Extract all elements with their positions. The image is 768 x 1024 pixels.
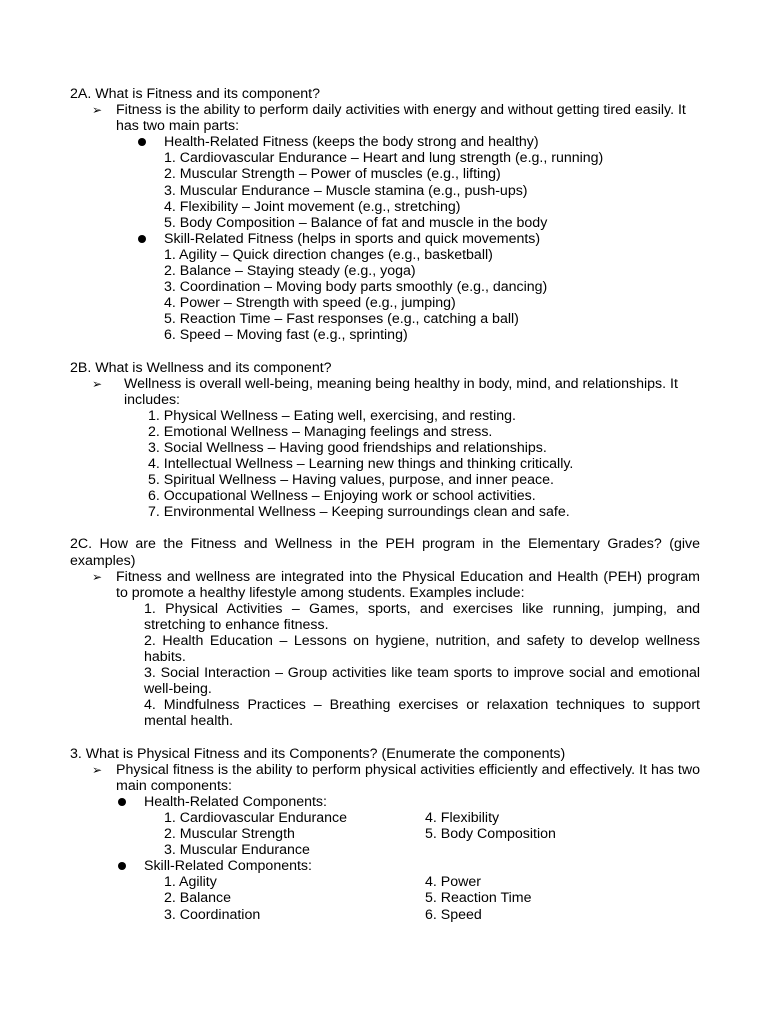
list-item: 5. Body Composition <box>425 826 556 843</box>
list-item: 2. Balance – Staying steady (e.g., yoga) <box>164 263 416 280</box>
arrow-bullet-icon: ➢ <box>92 103 103 118</box>
list-item: 7. Environmental Wellness – Keeping surroundings clean and safe. <box>148 504 570 521</box>
intro-2b: Wellness is overall well-being, meaning being healthy in body, mind, and relationships. It includes: <box>124 375 678 408</box>
list-item: 4. Flexibility – Joint movement (e.g., stretching) <box>164 198 461 215</box>
bullet-icon <box>116 858 144 874</box>
list-item: 1. Cardiovascular Endurance <box>164 809 347 826</box>
bullet-label: Health-Related Fitness (keeps the body strong and healthy) <box>164 134 539 151</box>
list-item: 3. Muscular Endurance <box>164 842 310 859</box>
list-item: 4. Mindfulness Practices – Breathing exercises or relaxation techniques to support mental health. <box>144 697 700 730</box>
bullet-item-skill-fitness <box>136 231 700 247</box>
intro-3: Physical fitness is the ability to perform physical activities efficiently and effectively. It has two main components: <box>116 761 700 794</box>
arrow-item-2a <box>92 102 700 343</box>
list-item: 4. Power – Strength with speed (e.g., jumping) <box>164 295 456 312</box>
list-item: 2. Health Education – Lessons on hygiene, nutrition, and safety to develop wellness habits. <box>144 633 700 666</box>
list-item: 2. Emotional Wellness – Managing feelings and stress. <box>148 423 493 440</box>
skill-components-grid <box>144 874 700 922</box>
list-item: 1. Physical Activities – Games, sports, and exercises like running, jumping, and stretching to enhance fitness. <box>144 600 700 633</box>
health-components-grid <box>144 810 700 858</box>
list-item: 4. Power <box>425 874 481 891</box>
list-item: 1. Agility <box>164 874 217 891</box>
list-item: 1. Agility – Quick direction changes (e.g., basketball) <box>164 246 493 263</box>
arrow-bullet-icon: ➢ <box>92 569 103 584</box>
list-item: 3. Coordination – Moving body parts smoothly (e.g., dancing) <box>164 279 548 296</box>
list-item: 6. Occupational Wellness – Enjoying work or school activities. <box>148 488 536 505</box>
list-item: 2. Balance <box>164 890 232 907</box>
bullet-item-skill-components <box>116 858 700 874</box>
arrow-item-2b <box>92 376 700 521</box>
bullet-item-health-fitness <box>136 134 700 150</box>
list-item: 3. Social Wellness – Having good friendships and relationships. <box>148 439 547 456</box>
bullet-icon <box>116 794 144 810</box>
bullet-label: Skill-Related Components: <box>144 858 312 875</box>
heading-2a: 2A. What is Fitness and its component? <box>70 86 320 102</box>
list-item: 6. Speed – Moving fast (e.g., sprinting) <box>164 327 408 344</box>
list-item: 1. Physical Wellness – Eating well, exercising, and resting. <box>148 407 517 424</box>
list-item: 4. Intellectual Wellness – Learning new things and thinking critically. <box>148 456 574 473</box>
intro-2a: Fitness is the ability to perform daily activities with energy and without getting tired easily. It has two main parts: <box>116 102 686 135</box>
bullet-item-health-components <box>116 794 700 810</box>
list-item: 6. Speed <box>425 906 482 923</box>
document-page <box>0 86 768 923</box>
arrow-bullet-icon: ➢ <box>92 376 103 391</box>
list-item: 3. Muscular Endurance – Muscle stamina (e.g., push-ups) <box>164 182 528 199</box>
list-item: 1. Cardiovascular Endurance – Heart and lung strength (e.g., running) <box>164 150 604 167</box>
list-item: 5. Body Composition – Balance of fat and muscle in the body <box>164 214 548 231</box>
arrow-item-2c <box>92 569 700 730</box>
list-item: 2. Muscular Strength <box>164 826 295 843</box>
list-item: 3. Social Interaction – Group activities like team sports to improve social and emotional well-being. <box>144 665 700 698</box>
list-item: 5. Spiritual Wellness – Having values, purpose, and inner peace. <box>148 472 554 489</box>
list-item: 5. Reaction Time – Fast responses (e.g., catching a ball) <box>164 311 519 328</box>
arrow-item-3 <box>92 762 700 923</box>
heading-2b: 2B. What is Wellness and its component? <box>70 359 332 376</box>
list-item: 3. Coordination <box>164 906 261 923</box>
list-item: 5. Reaction Time <box>425 890 532 907</box>
heading-2c: 2C. How are the Fitness and Wellness in the PEH program in the Elementary Grades? (give examples) <box>70 536 700 569</box>
bullet-icon <box>136 134 164 150</box>
bullet-icon <box>136 231 164 247</box>
list-item: 2. Muscular Strength – Power of muscles (e.g., lifting) <box>164 166 501 183</box>
intro-2c: Fitness and wellness are integrated into the Physical Education and Health (PEH) program to promote a healthy lifestyle among students. Examples include: <box>116 568 700 601</box>
bullet-label: Skill-Related Fitness (helps in sports and quick movements) <box>164 230 541 247</box>
bullet-label: Health-Related Components: <box>144 793 327 810</box>
arrow-bullet-icon: ➢ <box>92 762 103 777</box>
heading-3: 3. What is Physical Fitness and its Components? (Enumerate the components) <box>70 745 566 762</box>
list-item: 4. Flexibility <box>425 809 500 826</box>
